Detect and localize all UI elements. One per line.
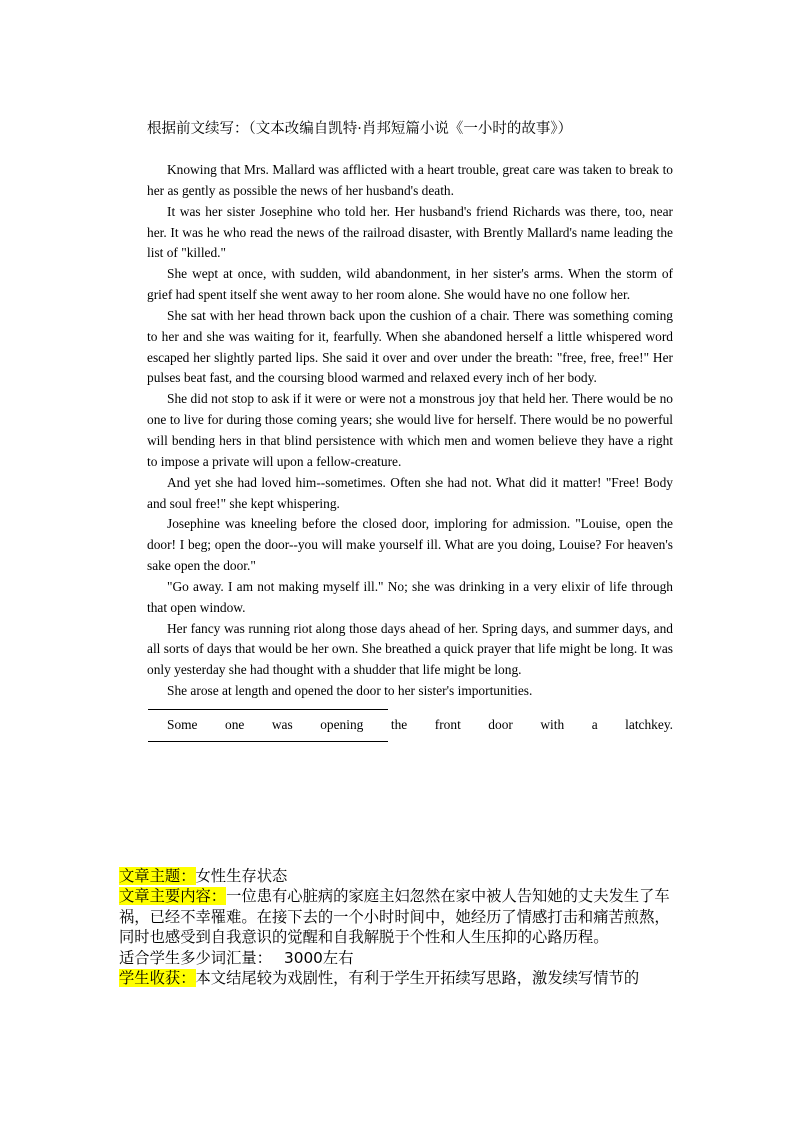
story-text <box>147 160 673 742</box>
gain-label: 学生收获： <box>119 969 196 988</box>
exercise-heading: 根据前文续写：（文本改编自凯特·肖邦短篇小说《一小时的故事》） <box>147 121 573 137</box>
content-value: 一位患有心脏病的家庭主妇忽然在家中被人告知她的丈夫发生了车祸，已经不幸罹难。在接下去的一个小时时间中，她经历了情感打击和痛苦煎熬，同时也感受到自我意识的觉醒和自我解脱于个性和人生压抑的心路历程。 <box>119 887 670 947</box>
vocab-row <box>119 948 679 968</box>
content-row <box>119 886 679 947</box>
story-paragraph: She did not stop to ask if it were or were not a monstrous joy that held her. There would be no one to live for during those coming years; she would live for herself. There would be no powerful will bending hers in that blind persistence with which men and women believe they have a right to impose a private will upon a fellow-creature. <box>147 391 673 469</box>
story-paragraph: She arose at length and opened the door to her sister's importunities. <box>167 683 533 699</box>
theme-label: 文章主题： <box>119 867 196 885</box>
continuation-prompt: Some one was opening the front door with a latchkey. <box>167 716 673 732</box>
gain-row <box>119 968 679 988</box>
story-paragraph: It was her sister Josephine who told her. Her husband's friend Richards was there, too, near her. It was he who read the news of the railroad disaster, with Brently Mallard's name leading the list of "killed." <box>147 203 673 261</box>
story-paragraph: Josephine was kneeling before the closed door, imploring for admission. "Louise, open the door! I beg; open the door--you will make yourself ill. What are you doing, Louise? For heaven's sake open the door." <box>147 516 673 574</box>
gain-value: 本文结尾较为戏剧性，有利于学生开拓续写思路，激发续写情节的 <box>195 969 640 988</box>
content-label: 文章主要内容： <box>119 887 227 906</box>
writing-blank-line <box>148 709 388 710</box>
theme-value: 女性生存状态 <box>195 867 288 885</box>
story-paragraph: "Go away. I am not making myself ill." No; she was drinking in a very elixir of life through that open window. <box>147 578 673 615</box>
story-paragraph: And yet she had loved him--sometimes. Often she had not. What did it matter! "Free! Body and soul free!" she kept whispering. <box>147 474 673 511</box>
story-paragraph: She sat with her head thrown back upon the cushion of a chair. There was something coming to her and she was waiting for it, fearfully. When she abandoned herself a little whispered word escaped her slightly parted lips. She said it over and over under the breath: "free, free, free!" Her pulses beat fast, and the coursing blood warmed and relaxed every inch of her body. <box>147 307 673 386</box>
story-paragraph: Her fancy was running riot along those days ahead of her. Spring days, and summer days, and all sorts of days that would be her own. She breathed a quick prayer that life might be long. It was only yesterday she had thought with a shudder that life might be long. <box>147 620 673 678</box>
writing-blank-line <box>148 741 388 742</box>
vocab-label: 适合学生多少词汇量： <box>119 948 272 967</box>
story-paragraph: She wept at once, with sudden, wild abandonment, in her sister's arms. When the storm of grief had spent itself she went away to her room alone. She would have no one follow her. <box>147 266 673 303</box>
vocab-value: 3000左右 <box>283 948 354 967</box>
theme-row <box>119 866 679 886</box>
story-paragraph: Knowing that Mrs. Mallard was afflicted with a heart trouble, great care was taken to break to her as gently as possible the news of her husband's death. <box>147 162 673 198</box>
article-summary <box>119 866 679 988</box>
